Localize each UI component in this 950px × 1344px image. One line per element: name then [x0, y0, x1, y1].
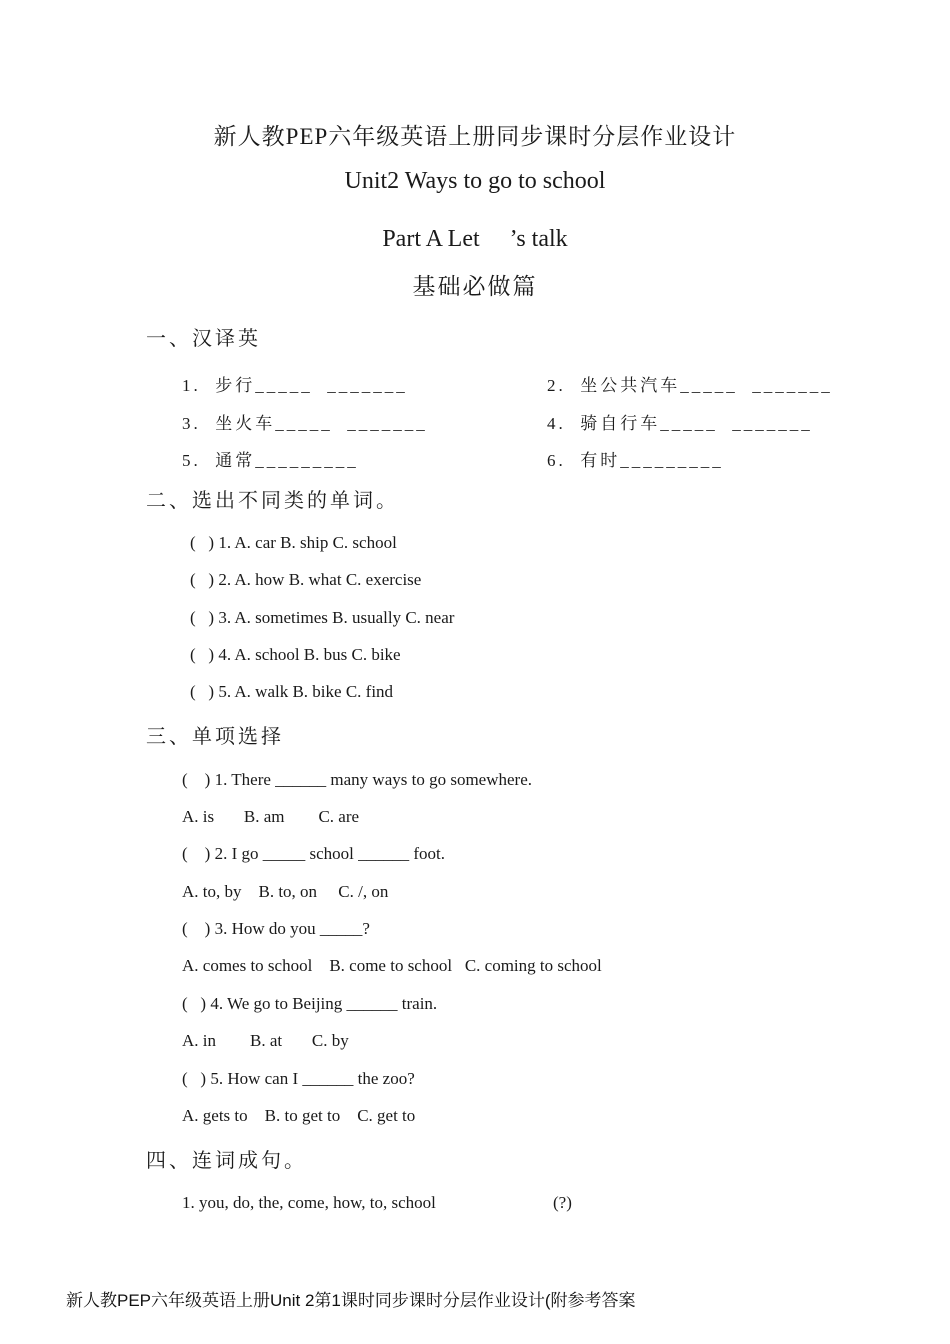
section4-heading: 四、连词成句。	[146, 1150, 307, 1172]
odd-one-out-item-3: ( ) 3. A. sometimes B. usually C. near	[190, 608, 455, 627]
odd-one-out-item-2: ( ) 2. A. how B. what C. exercise	[190, 570, 422, 589]
sentence-item-1: 1. you, do, the, come, how, to, school	[182, 1193, 436, 1212]
choice-options-5: A. gets to B. to get to C. get to	[182, 1106, 416, 1125]
translate-item-5: 5. 通常_________	[182, 451, 359, 470]
translate-item-2: 2. 坐公共汽车_____ _______	[547, 376, 833, 395]
document-title: 新人教PEP六年级英语上册同步课时分层作业设计	[213, 124, 737, 149]
unit-title: Unit2 Ways to go to school	[344, 168, 606, 194]
choice-options-4: A. in B. at C. by	[182, 1031, 349, 1050]
choice-options-1: A. is B. am C. are	[182, 807, 360, 826]
footer-caption: 新人教PEP六年级英语上册Unit 2第1课时同步课时分层作业设计(附参考答案	[66, 1291, 636, 1310]
section2-heading: 二、选出不同类的单词。	[146, 490, 399, 512]
choice-question-3: ( ) 3. How do you _____?	[182, 919, 370, 938]
translate-item-3: 3. 坐火车_____ _______	[182, 414, 428, 433]
odd-one-out-item-4: ( ) 4. A. school B. bus C. bike	[190, 645, 401, 664]
section3-heading: 三、单项选择	[146, 726, 284, 748]
choice-options-2: A. to, by B. to, on C. /, on	[182, 882, 389, 901]
odd-one-out-item-1: ( ) 1. A. car B. ship C. school	[190, 533, 397, 552]
translate-item-1: 1. 步行_____ _______	[182, 376, 408, 395]
translate-item-4: 4. 骑自行车_____ _______	[547, 414, 813, 433]
part-title: Part A Let ’s talk	[382, 226, 568, 252]
choice-question-1: ( ) 1. There ______ many ways to go somewhere.	[182, 770, 532, 789]
choice-options-3: A. comes to school B. come to school C. coming to school	[182, 956, 602, 975]
translate-item-6: 6. 有时_________	[547, 451, 724, 470]
choice-question-5: ( ) 5. How can I ______ the zoo?	[182, 1069, 415, 1088]
section1-heading: 一、汉译英	[146, 328, 261, 350]
odd-one-out-item-5: ( ) 5. A. walk B. bike C. find	[190, 682, 394, 701]
sentence-item-1-punctuation: (?)	[553, 1193, 572, 1212]
choice-question-4: ( ) 4. We go to Beijing ______ train.	[182, 994, 438, 1013]
level-title: 基础必做篇	[412, 274, 538, 299]
choice-question-2: ( ) 2. I go _____ school ______ foot.	[182, 844, 446, 863]
